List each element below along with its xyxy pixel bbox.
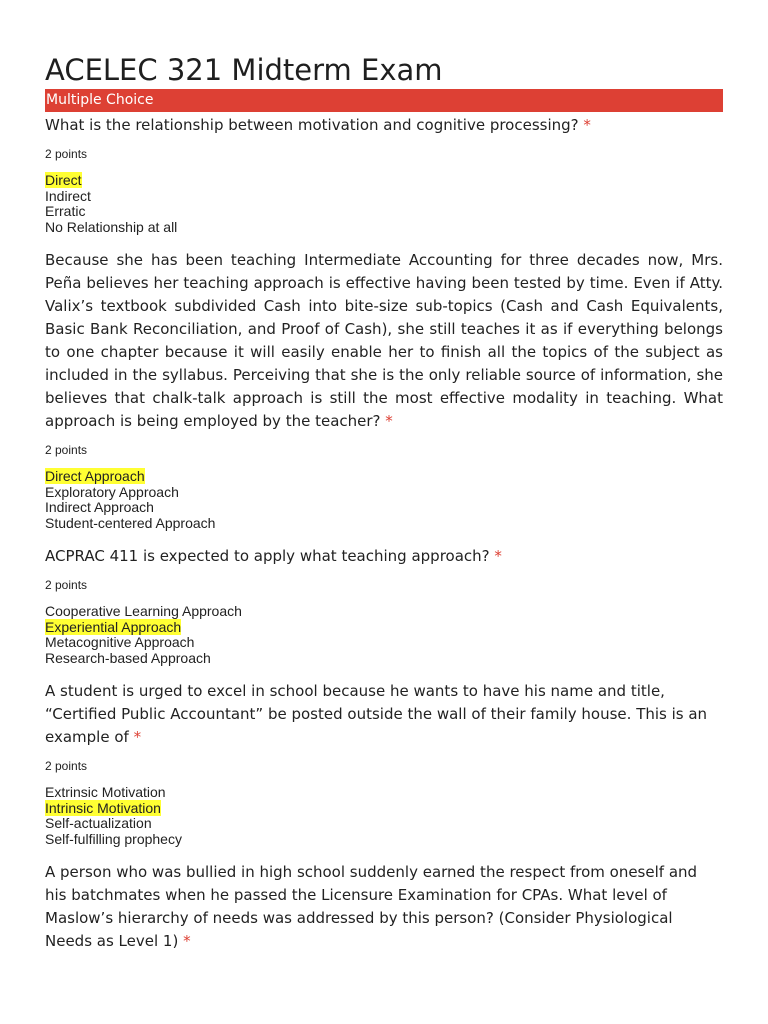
answer-options — [45, 785, 723, 847]
required-mark: * — [385, 412, 393, 430]
question-text: A student is urged to excel in school because he wants to have his name and title, “Certified Public Accountant” be posted outside the wall of their family house. This is an example of * — [45, 682, 708, 746]
answer-option[interactable]: Extrinsic Motivation — [45, 784, 166, 800]
answer-option[interactable] — [45, 469, 723, 485]
question-block-1 — [45, 114, 723, 235]
selected-answer-highlight: Intrinsic Motivation — [45, 799, 161, 816]
answer-option[interactable] — [45, 173, 723, 189]
question-block-5 — [45, 861, 723, 953]
answer-options — [45, 469, 723, 531]
page-title: ACELEC 321 Midterm Exam — [45, 53, 443, 87]
answer-option[interactable] — [45, 620, 723, 636]
answer-option[interactable]: Cooperative Learning Approach — [45, 603, 242, 619]
question-points: 2 points — [45, 147, 88, 161]
question-text: Because she has been teaching Intermediate Accounting for three decades now, Mrs. Peña believes her teaching approach is effective having been tested by time. Even if Atty. Valix’s textbook subdivided Cash into bite-size sub-topics (Cash and Cash Equivalents, Basic Bank Reconciliation, and Proof of Cash), she still teaches it as if everything belongs to one chapter because it will easily enable her to finish all the topics of the subject as included in the syllabus. Perceiving that she is the only reliable source of information, she believes that chalk-talk approach is still the most effective modality in teaching. What approach is being employed by the teacher? * — [45, 251, 723, 430]
answer-option[interactable]: Self-actualization — [45, 815, 152, 831]
question-block-3 — [45, 545, 723, 666]
answer-option[interactable]: Metacognitive Approach — [45, 634, 195, 650]
answer-option[interactable]: Erratic — [45, 203, 86, 219]
required-mark: * — [494, 547, 502, 565]
question-points: 2 points — [45, 759, 88, 773]
required-mark: * — [133, 728, 142, 746]
answer-option[interactable]: Student-centered Approach — [45, 514, 216, 531]
question-block-4 — [45, 680, 723, 847]
answer-option[interactable]: No Relationship at all — [45, 218, 178, 235]
question-points: 2 points — [45, 578, 88, 592]
selected-answer-highlight: Direct Approach — [45, 468, 145, 484]
question-text: A person who was bullied in high school suddenly earned the respect from oneself and his batchmates when he passed the Licensure Examination for CPAs. What level of Maslow’s hierarchy of needs was addressed by this person? (Consider Physiological Needs as Level 1) * — [45, 863, 698, 950]
selected-answer-highlight: Experiential Approach — [45, 618, 182, 635]
selected-answer-highlight: Direct — [45, 172, 82, 188]
question-text: ACPRAC 411 is expected to apply what teaching approach? * — [45, 547, 502, 565]
question-block-2 — [45, 249, 723, 531]
answer-options — [45, 604, 723, 666]
required-mark: * — [183, 932, 191, 950]
question-text: What is the relationship between motivation and cognitive processing? * — [45, 116, 591, 134]
section-header: Multiple Choice — [45, 89, 723, 112]
answer-option[interactable]: Self-fulfilling prophecy — [45, 830, 182, 847]
question-points: 2 points — [45, 443, 88, 457]
answer-option[interactable]: Indirect — [45, 187, 91, 204]
answer-options — [45, 173, 723, 235]
answer-option[interactable] — [45, 801, 723, 817]
answer-option[interactable]: Exploratory Approach — [45, 483, 179, 500]
answer-option[interactable]: Indirect Approach — [45, 499, 154, 515]
required-mark: * — [583, 116, 591, 134]
answer-option[interactable]: Research-based Approach — [45, 649, 211, 666]
